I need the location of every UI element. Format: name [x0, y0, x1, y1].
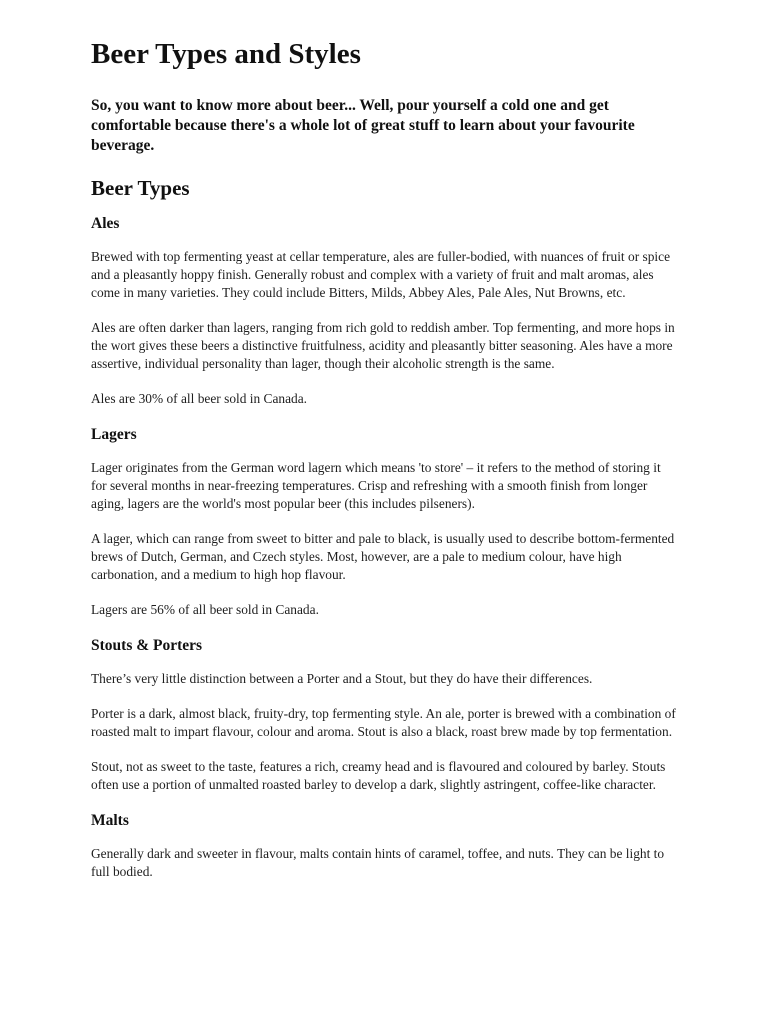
ales-paragraph-3: Ales are 30% of all beer sold in Canada. [91, 391, 308, 406]
section-ales [91, 214, 676, 408]
ales-paragraph-1: Brewed with top fermenting yeast at cellar temperature, ales are fuller-bodied, with nuances of fruit or spice and a pleasantly hoppy finish. Generally robust and complex with a variety of fruit and malt aromas, ales come in many varieties. They could include Bitters, Milds, Abbey Ales, Pale Ales, Nut Browns, etc. [91, 249, 671, 300]
page-title: Beer Types and Styles [91, 38, 361, 70]
section-stouts-porters [91, 636, 676, 794]
section-lagers [91, 425, 676, 619]
lagers-paragraph-3: Lagers are 56% of all beer sold in Canada. [91, 602, 319, 617]
subsection-heading-stouts-porters: Stouts & Porters [91, 637, 203, 654]
lagers-paragraph-2: A lager, which can range from sweet to bitter and pale to black, is usually used to describe bottom-fermented brews of Dutch, German, and Czech styles. Most, however, are a pale to medium colour, have high carbonation, and a medium to high hop flavour. [91, 531, 675, 582]
lagers-paragraph-1: Lager originates from the German word lagern which means 'to store' – it refers to the method of storing it for several months in near-freezing temperatures. Crisp and refreshing with a smooth finish from longer aging, lagers are the world's most popular beer (this includes pilseners). [91, 460, 661, 511]
section-malts [91, 811, 676, 881]
ales-paragraph-2: Ales are often darker than lagers, ranging from rich gold to reddish amber. Top fermenting, and more hops in the wort gives these beers a distinctive fruitfulness, acidity and pleasantly bitter seasoning. Ales have a more assertive, individual personality than lager, though their alcoholic strength is the same. [91, 320, 675, 371]
subsection-heading-malts: Malts [91, 812, 129, 829]
subsection-heading-lagers: Lagers [91, 426, 137, 443]
intro-paragraph: So, you want to know more about beer... Well, pour yourself a cold one and get comfortable because there's a whole lot of great stuff to learn about your favourite beverage. [91, 97, 635, 154]
subsection-heading-ales: Ales [91, 215, 120, 232]
section-heading-beer-types: Beer Types [91, 176, 190, 200]
stouts-paragraph-3: Stout, not as sweet to the taste, features a rich, creamy head and is flavoured and coloured by barley. Stouts often use a portion of unmalted roasted barley to develop a dark, slightly astringent, coffee-like character. [91, 759, 666, 792]
malts-paragraph-1: Generally dark and sweeter in flavour, malts contain hints of caramel, toffee, and nuts. They can be light to full bodied. [91, 846, 665, 879]
stouts-paragraph-1: There’s very little distinction between a Porter and a Stout, but they do have their differences. [91, 671, 593, 686]
stouts-paragraph-2: Porter is a dark, almost black, fruity-dry, top fermenting style. An ale, porter is brewed with a combination of roasted malt to impart flavour, colour and aroma. Stout is also a black, roast brew made by top fermentation. [91, 706, 676, 739]
